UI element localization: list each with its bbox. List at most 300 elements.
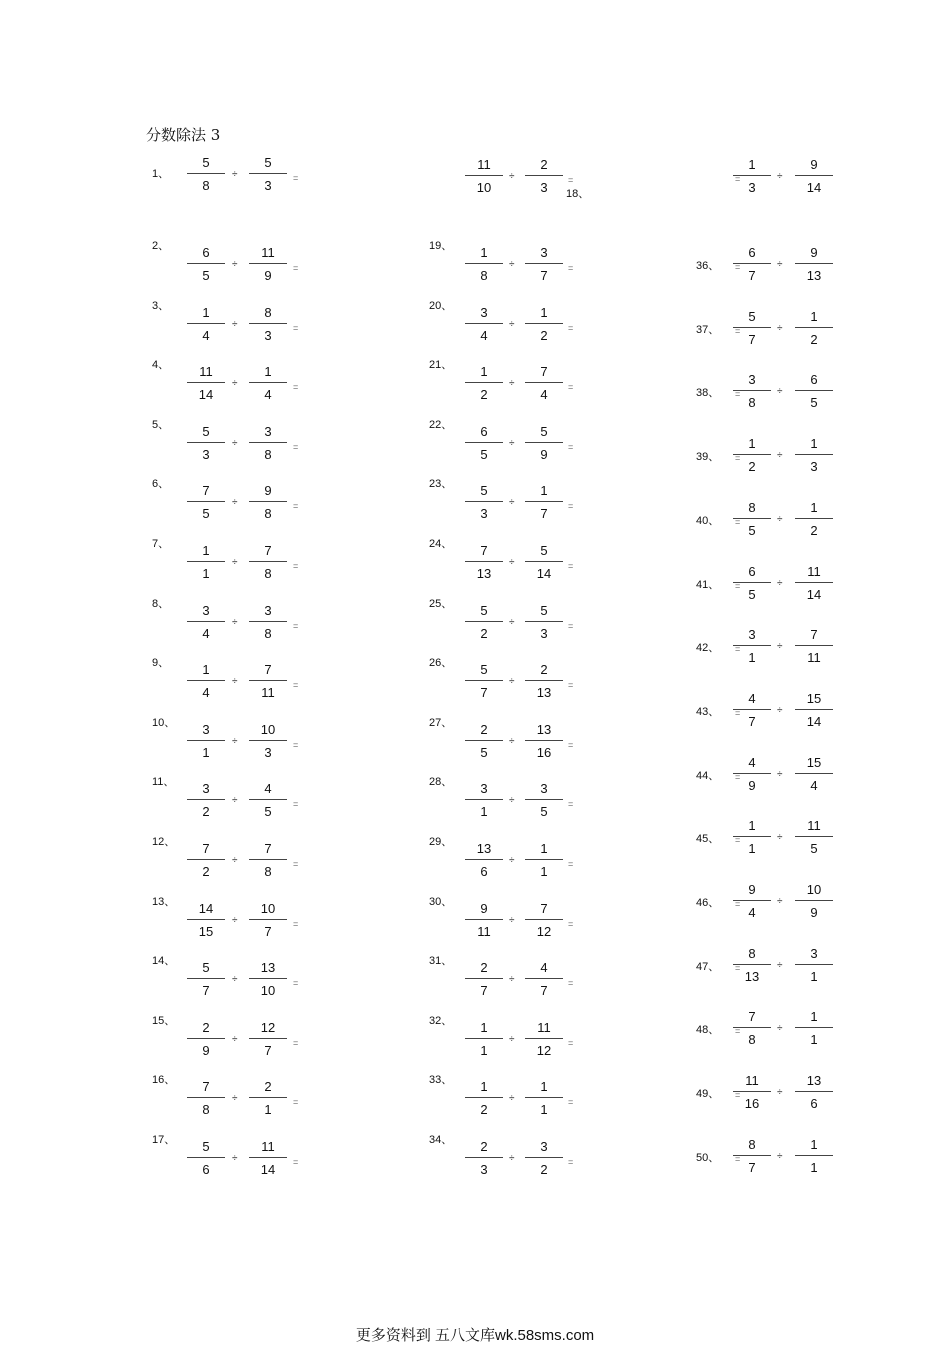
denominator: 2 [540, 1162, 548, 1177]
problem-number: 21、 [429, 359, 453, 372]
denominator: 7 [540, 983, 548, 999]
divide-sign: ÷ [777, 768, 783, 780]
divide-sign: ÷ [509, 855, 515, 866]
divide-sign: ÷ [509, 1153, 515, 1164]
divide-sign: ÷ [232, 1153, 238, 1164]
numerator: 10 [795, 880, 833, 901]
numerator: 15 [795, 689, 833, 710]
numerator: 3 [187, 720, 225, 741]
denominator: 9 [540, 446, 548, 462]
numerator: 6 [733, 243, 771, 264]
divide-sign: ÷ [777, 832, 783, 844]
denominator: 14 [198, 387, 214, 403]
numerator: 7 [187, 481, 225, 502]
problem-number: 11、 [152, 776, 175, 789]
numerator: 13 [465, 839, 503, 860]
numerator: 1 [249, 362, 287, 383]
divide-sign: ÷ [232, 974, 238, 986]
divide-sign: ÷ [232, 557, 238, 568]
denominator: 8 [264, 864, 272, 879]
problem-number: 45、 [696, 833, 720, 846]
denominator: 2 [748, 459, 756, 475]
denominator: 5 [202, 506, 210, 522]
numerator: 1 [733, 434, 771, 455]
denominator: 4 [480, 327, 488, 343]
numerator: 1 [525, 839, 563, 860]
denominator: 4 [540, 387, 548, 403]
problem-number: 50、 [696, 1151, 720, 1164]
equals-sign: = [735, 1153, 741, 1164]
numerator: 1 [465, 243, 503, 264]
denominator: 2 [810, 331, 818, 347]
equals-sign: = [568, 441, 574, 452]
denominator: 9 [264, 268, 272, 283]
divide-sign: ÷ [777, 641, 783, 653]
divide-sign: ÷ [777, 1087, 783, 1099]
denominator: 8 [202, 178, 210, 193]
numerator: 11 [465, 155, 503, 176]
denominator: 7 [264, 1042, 272, 1058]
numerator: 3 [465, 303, 503, 324]
denominator: 7 [264, 923, 272, 939]
denominator: 6 [202, 1162, 210, 1177]
divide-sign: ÷ [509, 378, 515, 390]
divide-sign: ÷ [232, 795, 238, 807]
denominator: 2 [202, 864, 210, 879]
numerator: 2 [249, 1077, 287, 1098]
problem-number: 4、 [152, 359, 170, 372]
denominator: 8 [480, 268, 488, 283]
equals-sign: = [568, 739, 574, 750]
problem-number: 2、 [152, 240, 170, 252]
denominator: 10 [260, 983, 276, 999]
numerator: 3 [525, 243, 563, 264]
problem-number: 32、 [429, 1014, 453, 1027]
problem-number: 16、 [152, 1074, 176, 1087]
equals-sign: = [293, 978, 299, 989]
numerator: 13 [795, 1071, 833, 1092]
numerator: 3 [795, 944, 833, 965]
numerator: 11 [733, 1071, 771, 1092]
numerator: 3 [249, 601, 287, 622]
denominator: 7 [202, 983, 210, 999]
divide-sign: ÷ [509, 616, 515, 628]
equals-sign: = [735, 580, 741, 591]
divide-sign: ÷ [509, 1093, 515, 1105]
denominator: 8 [264, 446, 272, 462]
denominator: 3 [748, 180, 756, 195]
equals-sign: = [735, 899, 741, 909]
denominator: 8 [202, 1102, 210, 1118]
problem-number: 26、 [429, 657, 453, 670]
equals-sign: = [568, 978, 574, 989]
equals-sign: = [293, 918, 299, 929]
equals-sign: = [568, 175, 574, 185]
denominator: 8 [264, 566, 272, 581]
denominator: 8 [748, 1032, 756, 1048]
denominator: 5 [810, 395, 818, 411]
denominator: 13 [476, 566, 492, 581]
divide-sign: ÷ [232, 735, 238, 747]
denominator: 4 [202, 327, 210, 343]
equals-sign: = [293, 263, 299, 273]
divide-sign: ÷ [232, 497, 238, 509]
numerator: 8 [733, 944, 771, 965]
equals-sign: = [568, 1157, 574, 1167]
numerator: 1 [465, 362, 503, 383]
problem-number: 36、 [696, 260, 720, 272]
denominator: 1 [540, 864, 548, 879]
numerator: 4 [733, 753, 771, 774]
equals-sign: = [293, 859, 299, 869]
numerator: 5 [187, 958, 225, 979]
numerator: 9 [795, 155, 833, 176]
numerator: 6 [465, 422, 503, 443]
denominator: 1 [202, 744, 210, 760]
denominator: 5 [540, 804, 548, 820]
problem-number: 39、 [696, 451, 720, 464]
denominator: 7 [480, 983, 488, 999]
equals-sign: = [568, 322, 574, 333]
divide-sign: ÷ [232, 855, 238, 866]
equals-sign: = [735, 174, 741, 184]
numerator: 4 [733, 689, 771, 710]
numerator: 1 [525, 481, 563, 502]
denominator: 1 [480, 1042, 488, 1058]
problem-number: 42、 [696, 642, 720, 655]
equals-sign: = [735, 835, 741, 846]
problem-number: 10、 [152, 716, 176, 729]
denominator: 1 [480, 804, 488, 820]
equals-sign: = [293, 322, 299, 333]
numerator: 11 [795, 816, 833, 837]
problem-number: 6、 [152, 478, 170, 491]
numerator: 2 [465, 1137, 503, 1158]
denominator: 7 [748, 713, 756, 729]
problem-number: 49、 [696, 1088, 720, 1101]
numerator: 10 [249, 899, 287, 920]
divide-sign: ÷ [509, 318, 515, 330]
denominator: 1 [264, 1102, 272, 1118]
numerator: 2 [465, 958, 503, 979]
equals-sign: = [568, 680, 574, 691]
numerator: 2 [525, 155, 563, 176]
denominator: 6 [810, 1096, 818, 1112]
numerator: 9 [733, 880, 771, 901]
equals-sign: = [735, 1026, 741, 1037]
divide-sign: ÷ [509, 259, 515, 270]
denominator: 16 [536, 744, 552, 760]
numerator: 9 [249, 481, 287, 502]
denominator: 1 [810, 968, 818, 984]
problem-number: 28、 [429, 776, 453, 789]
denominator: 7 [748, 1159, 756, 1175]
divide-sign: ÷ [232, 378, 238, 390]
numerator: 1 [465, 1077, 503, 1098]
equals-sign: = [293, 680, 299, 691]
denominator: 12 [536, 1042, 552, 1058]
numerator: 1 [795, 307, 833, 328]
numerator: 2 [525, 660, 563, 681]
denominator: 3 [202, 446, 210, 462]
numerator: 1 [525, 303, 563, 324]
numerator: 5 [525, 601, 563, 622]
denominator: 7 [540, 506, 548, 522]
equals-sign: = [735, 325, 741, 336]
denominator: 4 [748, 905, 756, 920]
divide-sign: ÷ [232, 1093, 238, 1105]
numerator: 8 [733, 498, 771, 519]
denominator: 1 [810, 1159, 818, 1175]
numerator: 1 [525, 1077, 563, 1098]
numerator: 9 [465, 899, 503, 920]
equals-sign: = [735, 962, 741, 973]
denominator: 5 [810, 841, 818, 857]
numerator: 5 [525, 541, 563, 562]
numerator: 7 [795, 625, 833, 646]
denominator: 1 [540, 1102, 548, 1118]
equals-sign: = [735, 262, 741, 272]
denominator: 3 [264, 178, 272, 193]
numerator: 7 [249, 541, 287, 562]
divide-sign: ÷ [509, 171, 515, 182]
denominator: 14 [806, 586, 822, 602]
equals-sign: = [735, 644, 741, 655]
denominator: 1 [810, 1032, 818, 1048]
numerator: 3 [249, 422, 287, 443]
numerator: 1 [465, 1018, 503, 1039]
denominator: 7 [540, 268, 548, 283]
denominator: 2 [480, 625, 488, 641]
numerator: 5 [187, 422, 225, 443]
divide-sign: ÷ [232, 259, 238, 270]
denominator: 4 [810, 777, 818, 793]
equals-sign: = [735, 389, 741, 400]
numerator: 3 [187, 779, 225, 800]
denominator: 6 [480, 864, 488, 879]
divide-sign: ÷ [777, 450, 783, 462]
numerator: 15 [795, 753, 833, 774]
equals-sign: = [293, 1037, 299, 1048]
equals-sign: = [568, 561, 574, 571]
problem-number: 48、 [696, 1024, 720, 1037]
numerator: 13 [249, 958, 287, 979]
divide-sign: ÷ [509, 437, 515, 449]
divide-sign: ÷ [509, 1033, 515, 1045]
equals-sign: = [293, 1157, 299, 1167]
numerator: 1 [733, 816, 771, 837]
problem-number: 8、 [152, 597, 170, 610]
numerator: 3 [525, 779, 563, 800]
problem-number: 3、 [152, 299, 170, 312]
numerator: 1 [795, 498, 833, 519]
denominator: 12 [536, 923, 552, 939]
numerator: 4 [525, 958, 563, 979]
denominator: 3 [540, 625, 548, 641]
equals-sign: = [735, 771, 741, 782]
denominator: 14 [806, 180, 822, 195]
problem-number: 19、 [429, 240, 453, 252]
denominator: 7 [748, 268, 756, 283]
divide-sign: ÷ [777, 959, 783, 971]
denominator: 10 [476, 180, 492, 195]
numerator: 1 [187, 303, 225, 324]
denominator: 9 [748, 777, 756, 793]
numerator: 5 [187, 1137, 225, 1158]
denominator: 2 [480, 387, 488, 403]
numerator: 5 [733, 307, 771, 328]
denominator: 11 [261, 685, 275, 701]
equals-sign: = [293, 1097, 299, 1108]
numerator: 7 [525, 362, 563, 383]
equals-sign: = [293, 173, 299, 183]
denominator: 1 [202, 566, 210, 581]
denominator: 4 [202, 625, 210, 641]
numerator: 11 [249, 243, 287, 264]
problem-number: 5、 [152, 418, 170, 431]
denominator: 14 [260, 1162, 276, 1177]
divide-sign: ÷ [232, 616, 238, 628]
denominator: 9 [810, 905, 818, 920]
numerator: 3 [733, 625, 771, 646]
equals-sign: = [568, 918, 574, 929]
problem-number: 15、 [152, 1014, 176, 1027]
divide-sign: ÷ [509, 735, 515, 747]
numerator: 5 [187, 153, 225, 174]
numerator: 5 [465, 660, 503, 681]
numerator: 3 [525, 1137, 563, 1158]
denominator: 16 [744, 1096, 760, 1112]
denominator: 5 [480, 744, 488, 760]
equals-sign: = [735, 516, 741, 527]
numerator: 3 [733, 370, 771, 391]
divide-sign: ÷ [509, 497, 515, 509]
numerator: 1 [187, 541, 225, 562]
denominator: 2 [540, 327, 548, 343]
problem-number: 1、 [152, 168, 170, 180]
divide-sign: ÷ [509, 676, 515, 688]
divide-sign: ÷ [509, 795, 515, 807]
equals-sign: = [568, 263, 574, 273]
problem-number: 46、 [696, 897, 720, 909]
numerator: 6 [733, 562, 771, 583]
denominator: 1 [748, 650, 756, 666]
denominator: 3 [540, 180, 548, 195]
problem-number: 25、 [429, 597, 453, 610]
equals-sign: = [293, 739, 299, 750]
denominator: 9 [202, 1042, 210, 1058]
equals-sign: = [568, 859, 574, 869]
problem-number: 27、 [429, 716, 453, 729]
denominator: 5 [748, 522, 756, 538]
denominator: 3 [264, 327, 272, 343]
numerator: 6 [795, 370, 833, 391]
problem-number: 18、 [566, 188, 590, 200]
numerator: 7 [465, 541, 503, 562]
page-title: 分数除法 3 [146, 126, 221, 144]
numerator: 7 [249, 839, 287, 860]
problem-number: 37、 [696, 323, 720, 336]
equals-sign: = [735, 707, 741, 718]
denominator: 7 [480, 685, 488, 701]
numerator: 10 [249, 720, 287, 741]
problem-number: 30、 [429, 895, 453, 908]
numerator: 7 [249, 660, 287, 681]
denominator: 11 [477, 923, 491, 939]
problem-number: 9、 [152, 657, 170, 670]
numerator: 1 [795, 434, 833, 455]
denominator: 3 [480, 506, 488, 522]
divide-sign: ÷ [232, 1033, 238, 1045]
denominator: 13 [806, 268, 822, 283]
equals-sign: = [568, 1037, 574, 1048]
numerator: 11 [795, 562, 833, 583]
numerator: 11 [249, 1137, 287, 1158]
divide-sign: ÷ [232, 169, 238, 180]
numerator: 5 [465, 481, 503, 502]
problem-number: 47、 [696, 960, 720, 973]
denominator: 5 [480, 446, 488, 462]
problem-number: 7、 [152, 538, 170, 550]
denominator: 4 [264, 387, 272, 403]
numerator: 2 [187, 1018, 225, 1039]
problem-number: 20、 [429, 299, 453, 312]
equals-sign: = [293, 799, 299, 810]
numerator: 3 [465, 779, 503, 800]
problem-number: 22、 [429, 418, 453, 431]
divide-sign: ÷ [232, 676, 238, 688]
numerator: 2 [465, 720, 503, 741]
numerator: 4 [249, 779, 287, 800]
problem-number: 33、 [429, 1074, 453, 1087]
divide-sign: ÷ [232, 318, 238, 330]
denominator: 5 [202, 268, 210, 283]
numerator: 6 [187, 243, 225, 264]
footer-text: 更多资料到 五八文库wk.58sms.com [355, 1327, 595, 1344]
problem-number: 12、 [152, 836, 176, 848]
problem-number: 13、 [152, 895, 176, 908]
denominator: 13 [536, 685, 552, 701]
divide-sign: ÷ [777, 322, 783, 334]
numerator: 7 [525, 899, 563, 920]
numerator: 7 [733, 1007, 771, 1028]
problem-number: 41、 [696, 578, 720, 591]
divide-sign: ÷ [509, 974, 515, 986]
problem-number: 14、 [152, 955, 176, 968]
denominator: 3 [810, 459, 818, 475]
denominator: 2 [810, 522, 818, 538]
problem-number: 44、 [696, 769, 720, 782]
denominator: 2 [202, 804, 210, 820]
problem-number: 24、 [429, 538, 453, 550]
problem-number: 38、 [696, 387, 720, 400]
divide-sign: ÷ [232, 437, 238, 449]
equals-sign: = [568, 382, 574, 393]
numerator: 11 [187, 362, 225, 383]
equals-sign: = [568, 799, 574, 810]
divide-sign: ÷ [777, 896, 783, 907]
denominator: 5 [748, 586, 756, 602]
numerator: 3 [187, 601, 225, 622]
numerator: 7 [187, 839, 225, 860]
equals-sign: = [568, 501, 574, 512]
numerator: 5 [525, 422, 563, 443]
numerator: 14 [187, 899, 225, 920]
denominator: 14 [806, 713, 822, 729]
denominator: 2 [480, 1102, 488, 1118]
problem-number: 17、 [152, 1134, 176, 1146]
divide-sign: ÷ [232, 914, 238, 926]
